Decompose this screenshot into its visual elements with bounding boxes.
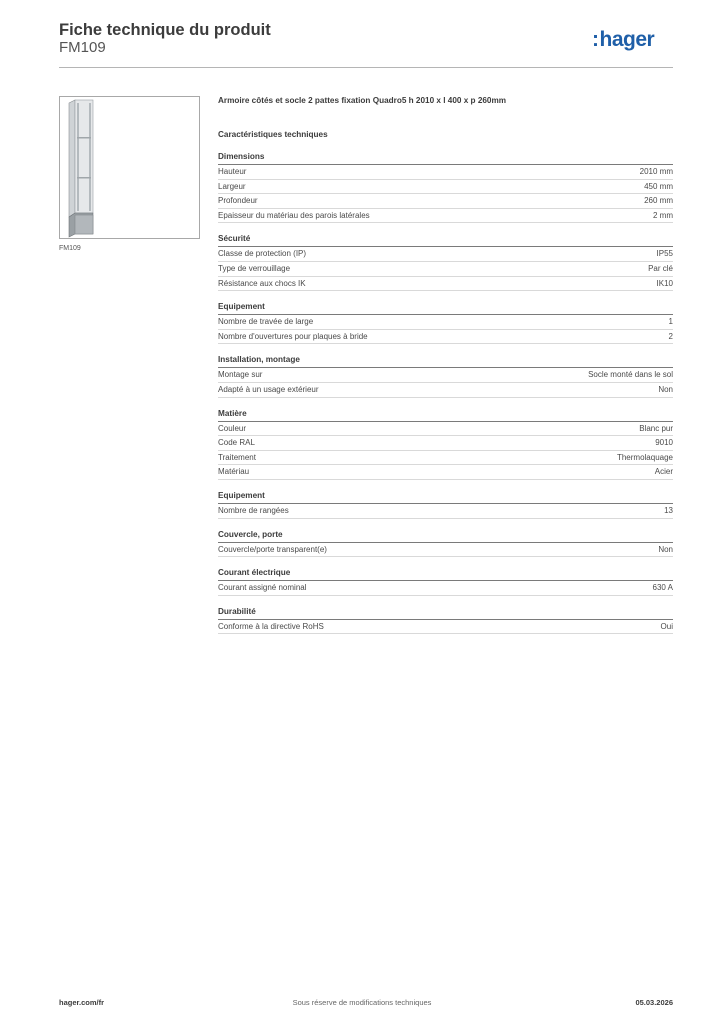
- spec-value: 13: [664, 505, 673, 515]
- image-caption: FM109: [59, 245, 81, 252]
- spec-value: 260 mm: [644, 196, 673, 206]
- spec-label: Nombre de rangées: [218, 505, 289, 515]
- product-reference: FM109: [59, 39, 106, 56]
- spec-value: Non: [658, 544, 673, 554]
- spec-label: Nombre d'ouvertures pour plaques à bride: [218, 331, 368, 341]
- footer-date: 05.03.2026: [635, 998, 673, 1007]
- spec-label: Couvercle/porte transparent(e): [218, 544, 327, 554]
- section-title: Durabilité: [218, 606, 673, 620]
- spec-section: [218, 354, 673, 397]
- spec-row: [218, 383, 673, 398]
- spec-row: [218, 330, 673, 345]
- spec-value: Blanc pur: [639, 423, 673, 433]
- characteristics-title: Caractéristiques techniques: [218, 130, 328, 139]
- spec-row: [218, 247, 673, 262]
- spec-row: [218, 165, 673, 180]
- spec-label: Courant assigné nominal: [218, 583, 307, 593]
- spec-value: 2 mm: [653, 210, 673, 220]
- spec-content: [218, 96, 673, 644]
- spec-section: [218, 490, 673, 519]
- spec-value: Thermolaquage: [616, 452, 673, 462]
- section-title: Equipement: [218, 490, 673, 504]
- spec-label: Résistance aux chocs IK: [218, 278, 306, 288]
- section-title: Courant électrique: [218, 567, 673, 581]
- spec-value: 2010 mm: [639, 167, 673, 176]
- page-title: Fiche technique du produit: [59, 21, 271, 39]
- spec-value: Acier: [654, 467, 673, 477]
- spec-value: 450 mm: [644, 181, 673, 191]
- spec-label: Matériau: [218, 467, 250, 477]
- spec-value: Oui: [660, 621, 673, 631]
- spec-value: 1: [668, 317, 673, 327]
- section-title: Dimensions: [218, 151, 673, 165]
- spec-row: [218, 277, 673, 292]
- section-title: Equipement: [218, 301, 673, 315]
- spec-section: [218, 233, 673, 291]
- spec-value: Par clé: [648, 263, 673, 273]
- spec-value: IP55: [656, 249, 673, 259]
- spec-row: [218, 368, 673, 383]
- spec-label: Conforme à la directive RoHS: [218, 621, 324, 631]
- spec-label: Type de verrouillage: [218, 263, 291, 273]
- spec-row: [218, 581, 673, 596]
- section-title: Matière: [218, 408, 673, 422]
- spec-row: [218, 620, 673, 635]
- spec-row: [218, 504, 673, 519]
- spec-section: [218, 408, 673, 480]
- spec-label: Classe de protection (IP): [218, 249, 307, 259]
- spec-value: 9010: [655, 438, 673, 448]
- spec-label: Montage sur: [218, 370, 263, 380]
- footer-website: hager.com/fr: [59, 998, 105, 1007]
- spec-label: Epaisseur du matériau des parois latérales: [218, 210, 370, 220]
- spec-value: Non: [658, 384, 673, 394]
- product-image: [59, 96, 200, 239]
- spec-row: [218, 209, 673, 224]
- brand-name: hager: [599, 28, 655, 51]
- spec-row: [218, 180, 673, 195]
- spec-row: [218, 451, 673, 466]
- footer-note: Sous réserve de modifications techniques: [292, 998, 432, 1007]
- spec-value: Socle monté dans le sol: [588, 370, 673, 380]
- spec-label: Hauteur: [218, 167, 247, 176]
- spec-row: [218, 422, 673, 437]
- spec-row: [218, 465, 673, 480]
- spec-section: [218, 151, 673, 223]
- spec-value: 630 A: [652, 583, 673, 593]
- spec-value: 2: [668, 331, 673, 341]
- spec-row: [218, 436, 673, 451]
- logo-colon-icon: :: [592, 28, 599, 51]
- spec-label: Nombre de travée de large: [218, 317, 314, 327]
- spec-sections: [218, 151, 673, 634]
- spec-section: [218, 567, 673, 596]
- spec-value: IK10: [656, 278, 673, 288]
- hager-logo: [592, 28, 654, 52]
- spec-label: Couleur: [218, 423, 247, 433]
- section-title: Sécurité: [218, 233, 673, 247]
- spec-section: [218, 529, 673, 558]
- spec-label: Adapté à un usage extérieur: [218, 384, 319, 394]
- spec-label: Code RAL: [218, 438, 255, 448]
- spec-label: Traitement: [218, 452, 256, 462]
- section-title: Couvercle, porte: [218, 529, 673, 543]
- spec-row: [218, 262, 673, 277]
- spec-label: Largeur: [218, 181, 246, 191]
- header-divider: [59, 67, 673, 68]
- spec-row: [218, 194, 673, 209]
- spec-section: [218, 606, 673, 635]
- section-title: Installation, montage: [218, 354, 673, 368]
- spec-section: [218, 301, 673, 344]
- spec-label: Profondeur: [218, 196, 258, 206]
- product-description: Armoire côtés et socle 2 pattes fixation Quadro5 h 2010 x l 400 x p 260mm: [218, 96, 507, 105]
- cabinet-image-icon: [60, 97, 199, 238]
- spec-row: [218, 315, 673, 330]
- spec-row: [218, 543, 673, 558]
